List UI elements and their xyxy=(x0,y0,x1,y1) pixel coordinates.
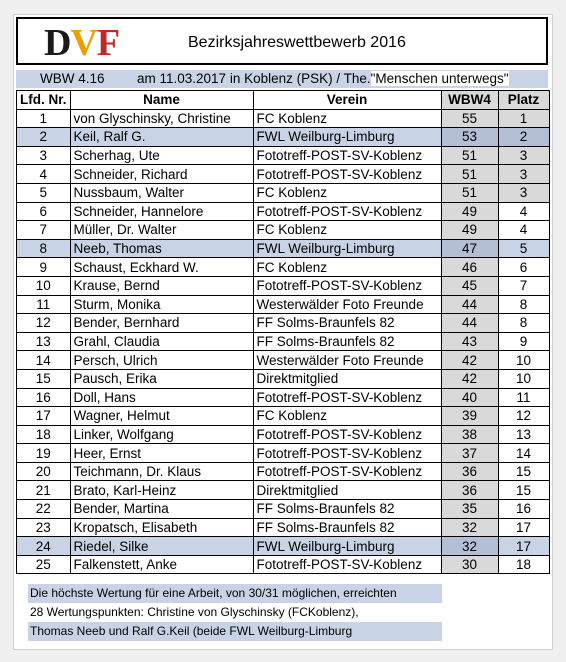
cell-name: Neeb, Thomas xyxy=(70,239,253,258)
table-row xyxy=(17,258,550,277)
cell-lfd-nr: 8 xyxy=(17,239,71,258)
cell-name: Heer, Ernst xyxy=(70,444,253,463)
cell-verein: FC Koblenz xyxy=(253,221,441,240)
table-row xyxy=(17,369,550,388)
cell-wbw4: 42 xyxy=(441,351,498,370)
cell-platz: 4 xyxy=(498,202,549,221)
cell-wbw4: 47 xyxy=(441,239,498,258)
cell-name: Riedel, Silke xyxy=(70,537,253,556)
table-row xyxy=(17,146,550,165)
table-row xyxy=(17,183,550,202)
cell-verein: Direktmitglied xyxy=(253,481,441,500)
cell-verein: FF Solms-Braunfels 82 xyxy=(253,314,441,333)
cell-wbw4: 37 xyxy=(441,444,498,463)
cell-lfd-nr: 18 xyxy=(17,425,71,444)
cell-lfd-nr: 14 xyxy=(17,351,71,370)
results-table xyxy=(16,90,550,574)
cell-platz: 18 xyxy=(498,555,549,574)
footer-line-1: Die höchste Wertung für eine Arbeit, von 30/31 möglichen, erreichten xyxy=(28,584,442,603)
cell-name: Teichmann, Dr. Klaus xyxy=(70,462,253,481)
cell-verein: FC Koblenz xyxy=(253,109,441,128)
header-lfd-nr: Lfd. Nr. xyxy=(17,91,71,110)
cell-verein: FWL Weilburg-Limburg xyxy=(253,128,441,147)
cell-wbw4: 38 xyxy=(441,425,498,444)
cell-platz: 5 xyxy=(498,239,549,258)
cell-name: Linker, Wolfgang xyxy=(70,425,253,444)
table-row xyxy=(17,202,550,221)
cell-verein: FF Solms-Braunfels 82 xyxy=(253,332,441,351)
dvf-logo: DVF xyxy=(44,22,120,64)
cell-wbw4: 35 xyxy=(441,500,498,519)
cell-platz: 15 xyxy=(498,481,549,500)
table-row xyxy=(17,518,550,537)
cell-lfd-nr: 9 xyxy=(17,258,71,277)
cell-verein: Fototreff-POST-SV-Koblenz xyxy=(253,202,441,221)
cell-platz: 15 xyxy=(498,462,549,481)
cell-name: Scherhag, Ute xyxy=(70,146,253,165)
cell-name: Wagner, Helmut xyxy=(70,407,253,426)
cell-verein: Fototreff-POST-SV-Koblenz xyxy=(253,388,441,407)
cell-name: Nussbaum, Walter xyxy=(70,183,253,202)
cell-platz: 11 xyxy=(498,388,549,407)
cell-name: Keil, Ralf G. xyxy=(70,128,253,147)
cell-verein: Fototreff-POST-SV-Koblenz xyxy=(253,276,441,295)
cell-platz: 17 xyxy=(498,518,549,537)
table-row xyxy=(17,295,550,314)
cell-name: Pausch, Erika xyxy=(70,369,253,388)
cell-lfd-nr: 16 xyxy=(17,388,71,407)
cell-verein: Westerwälder Foto Freunde xyxy=(253,351,441,370)
cell-name: Grahl, Claudia xyxy=(70,332,253,351)
table-row xyxy=(17,444,550,463)
cell-lfd-nr: 2 xyxy=(17,128,71,147)
date-place: am 11.03.2017 in Koblenz (PSK) / The."Menschen unterwegs" xyxy=(137,71,509,86)
cell-lfd-nr: 23 xyxy=(17,518,71,537)
cell-lfd-nr: 13 xyxy=(17,332,71,351)
table-row xyxy=(17,276,550,295)
cell-verein: Fototreff-POST-SV-Koblenz xyxy=(253,444,441,463)
cell-name: von Glyschinsky, Christine xyxy=(70,109,253,128)
cell-platz: 3 xyxy=(498,165,549,184)
cell-platz: 2 xyxy=(498,128,549,147)
cell-name: Schneider, Richard xyxy=(70,165,253,184)
cell-platz: 6 xyxy=(498,258,549,277)
cell-verein: Fototreff-POST-SV-Koblenz xyxy=(253,462,441,481)
table-row xyxy=(17,165,550,184)
cell-platz: 16 xyxy=(498,500,549,519)
table-row xyxy=(17,128,550,147)
cell-verein: FF Solms-Braunfels 82 xyxy=(253,518,441,537)
cell-wbw4: 51 xyxy=(441,146,498,165)
cell-platz: 9 xyxy=(498,332,549,351)
cell-verein: FC Koblenz xyxy=(253,258,441,277)
cell-verein: FWL Weilburg-Limburg xyxy=(253,239,441,258)
cell-lfd-nr: 19 xyxy=(17,444,71,463)
cell-wbw4: 44 xyxy=(441,295,498,314)
competition-info xyxy=(16,70,548,88)
cell-name: Müller, Dr. Walter xyxy=(70,221,253,240)
cell-name: Brato, Karl-Heinz xyxy=(70,481,253,500)
cell-wbw4: 44 xyxy=(441,314,498,333)
page-title: Bezirksjahreswettbewerb 2016 xyxy=(188,34,406,51)
cell-verein: FC Koblenz xyxy=(253,407,441,426)
cell-wbw4: 53 xyxy=(441,128,498,147)
table-row xyxy=(17,462,550,481)
cell-verein: Fototreff-POST-SV-Koblenz xyxy=(253,425,441,444)
cell-platz: 3 xyxy=(498,183,549,202)
cell-name: Doll, Hans xyxy=(70,388,253,407)
cell-wbw4: 51 xyxy=(441,165,498,184)
footer-line-2: 28 Wertungspunkten: Christine von Glyschinsky (FCKoblenz), xyxy=(30,605,359,619)
cell-platz: 4 xyxy=(498,221,549,240)
cell-name: Sturm, Monika xyxy=(70,295,253,314)
theme-label: "Menschen unterwegs" xyxy=(370,71,509,86)
header-wbw4: WBW4 xyxy=(441,91,498,110)
cell-wbw4: 36 xyxy=(441,462,498,481)
cell-platz: 17 xyxy=(498,537,549,556)
cell-lfd-nr: 11 xyxy=(17,295,71,314)
cell-wbw4: 43 xyxy=(441,332,498,351)
table-header-row xyxy=(17,91,550,110)
cell-platz: 8 xyxy=(498,295,549,314)
cell-name: Bender, Bernhard xyxy=(70,314,253,333)
header-platz: Platz xyxy=(498,91,549,110)
table-row xyxy=(17,481,550,500)
cell-name: Schaust, Eckhard W. xyxy=(70,258,253,277)
table-row xyxy=(17,109,550,128)
cell-lfd-nr: 4 xyxy=(17,165,71,184)
cell-verein: Westerwälder Foto Freunde xyxy=(253,295,441,314)
cell-wbw4: 39 xyxy=(441,407,498,426)
wbw-number: WBW 4.16 xyxy=(40,71,105,86)
cell-name: Schneider, Hannelore xyxy=(70,202,253,221)
cell-name: Persch, Ulrich xyxy=(70,351,253,370)
table-row xyxy=(17,555,550,574)
table-row xyxy=(17,239,550,258)
cell-verein: FC Koblenz xyxy=(253,183,441,202)
cell-wbw4: 51 xyxy=(441,183,498,202)
cell-verein: Fototreff-POST-SV-Koblenz xyxy=(253,146,441,165)
cell-wbw4: 55 xyxy=(441,109,498,128)
header-verein: Verein xyxy=(253,91,441,110)
header-name: Name xyxy=(70,91,253,110)
cell-name: Krause, Bernd xyxy=(70,276,253,295)
cell-verein: FWL Weilburg-Limburg xyxy=(253,537,441,556)
cell-lfd-nr: 25 xyxy=(17,555,71,574)
footer-note xyxy=(28,584,442,641)
cell-lfd-nr: 17 xyxy=(17,407,71,426)
table-row xyxy=(17,332,550,351)
cell-wbw4: 32 xyxy=(441,518,498,537)
cell-lfd-nr: 12 xyxy=(17,314,71,333)
cell-wbw4: 45 xyxy=(441,276,498,295)
footer-line-3: Thomas Neeb und Ralf G.Keil (beide FWL Weilburg-Limburg xyxy=(28,622,442,641)
cell-name: Bender, Martina xyxy=(70,500,253,519)
cell-wbw4: 36 xyxy=(441,481,498,500)
cell-platz: 12 xyxy=(498,407,549,426)
table-row xyxy=(17,500,550,519)
cell-verein: Direktmitglied xyxy=(253,369,441,388)
table-row xyxy=(17,425,550,444)
table-row xyxy=(17,407,550,426)
cell-platz: 3 xyxy=(498,146,549,165)
cell-lfd-nr: 5 xyxy=(17,183,71,202)
cell-platz: 8 xyxy=(498,314,549,333)
cell-lfd-nr: 24 xyxy=(17,537,71,556)
table-row xyxy=(17,221,550,240)
table-row xyxy=(17,388,550,407)
cell-lfd-nr: 21 xyxy=(17,481,71,500)
cell-wbw4: 30 xyxy=(441,555,498,574)
cell-lfd-nr: 22 xyxy=(17,500,71,519)
header-box xyxy=(16,17,548,65)
table-row xyxy=(17,351,550,370)
cell-verein: FF Solms-Braunfels 82 xyxy=(253,500,441,519)
cell-platz: 14 xyxy=(498,444,549,463)
cell-lfd-nr: 15 xyxy=(17,369,71,388)
cell-platz: 10 xyxy=(498,351,549,370)
cell-wbw4: 32 xyxy=(441,537,498,556)
cell-wbw4: 40 xyxy=(441,388,498,407)
cell-platz: 7 xyxy=(498,276,549,295)
cell-wbw4: 49 xyxy=(441,202,498,221)
cell-wbw4: 49 xyxy=(441,221,498,240)
table-row xyxy=(17,314,550,333)
cell-verein: Fototreff-POST-SV-Koblenz xyxy=(253,165,441,184)
cell-lfd-nr: 6 xyxy=(17,202,71,221)
cell-lfd-nr: 1 xyxy=(17,109,71,128)
cell-wbw4: 42 xyxy=(441,369,498,388)
cell-name: Falkenstett, Anke xyxy=(70,555,253,574)
cell-platz: 13 xyxy=(498,425,549,444)
cell-lfd-nr: 20 xyxy=(17,462,71,481)
cell-platz: 1 xyxy=(498,109,549,128)
cell-platz: 10 xyxy=(498,369,549,388)
cell-verein: Fototreff-POST-SV-Koblenz xyxy=(253,555,441,574)
cell-lfd-nr: 7 xyxy=(17,221,71,240)
cell-wbw4: 46 xyxy=(441,258,498,277)
table-row xyxy=(17,537,550,556)
cell-name: Kropatsch, Elisabeth xyxy=(70,518,253,537)
cell-lfd-nr: 10 xyxy=(17,276,71,295)
cell-lfd-nr: 3 xyxy=(17,146,71,165)
